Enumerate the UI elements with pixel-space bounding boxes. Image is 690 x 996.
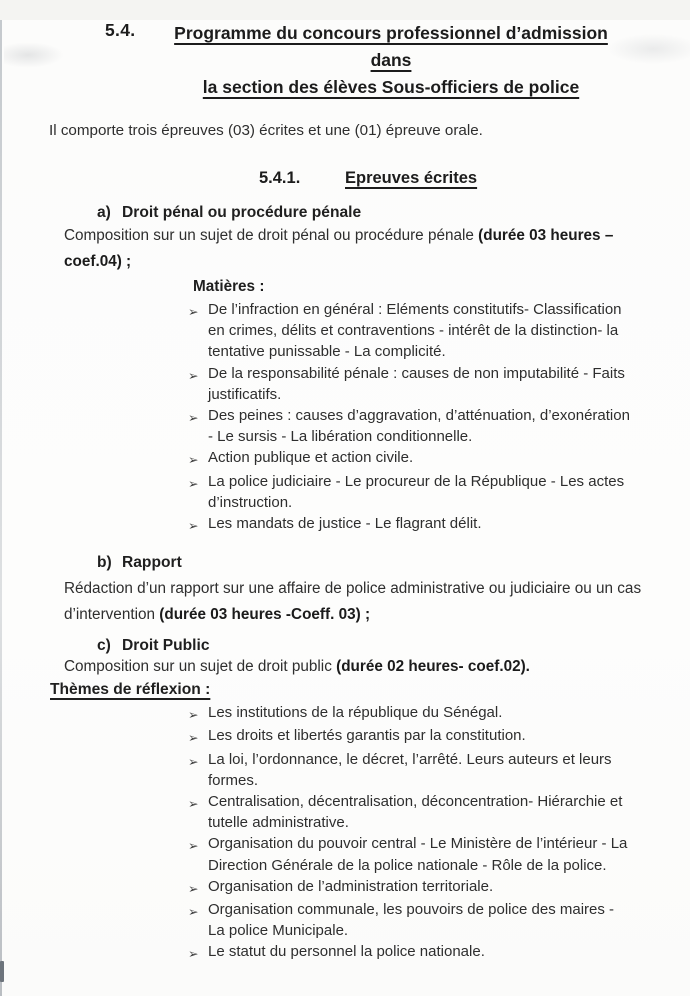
section-a-label: a) [97, 204, 111, 221]
section-b-body-bold: (durée 03 heures -Coeff. 03) ; [159, 606, 371, 624]
section-c-heading-text: Droit Public [122, 637, 210, 655]
section-b-label: b) [97, 554, 112, 572]
section-title [105, 20, 690, 101]
arrow-bullet-icon: ➢ [188, 796, 199, 812]
list-item [188, 299, 690, 363]
arrow-bullet-icon: ➢ [188, 730, 199, 746]
arrow-bullet-icon: ➢ [188, 946, 199, 962]
list-item [188, 513, 690, 536]
list-item-text: Le statut du personnel la police nationale. [208, 943, 485, 961]
list-item [188, 833, 690, 875]
arrow-bullet-icon: ➢ [188, 518, 199, 534]
list-item-text: La loi, l’ordonnance, le décret, l’arrêté. Leurs auteurs et leurs formes. [208, 750, 612, 789]
arrow-bullet-icon: ➢ [188, 304, 199, 319]
arrow-bullet-icon: ➢ [188, 880, 199, 896]
list-item [188, 471, 690, 513]
section-a-body-bold: (durée 03 heures –coef.04) ; [64, 227, 614, 270]
list-item-text: La police judiciaire - Le procureur de la République - Les actes d’instruction. [208, 472, 625, 511]
section-c-label: c) [97, 637, 111, 655]
list-item [188, 447, 690, 470]
arrow-bullet-icon: ➢ [188, 904, 199, 920]
title-line-1: Programme du concours professionnel d’admission dans [174, 23, 608, 70]
section-a-body-regular: Composition sur un sujet de droit pénal ou procédure pénale [64, 227, 479, 244]
arrow-bullet-icon: ➢ [188, 452, 199, 468]
list-item [188, 405, 690, 447]
intro-paragraph: Il comporte trois épreuves (03) écrites et une (01) épreuve orale. [49, 122, 483, 139]
scan-left-edge-line [0, 20, 2, 996]
list-item-text: Les institutions de la république du Sénégal. [208, 704, 503, 722]
subsection-number: 5.4.1. [259, 169, 301, 187]
list-item-text: De l’infraction en général : Eléments constitutifs- Classification en crimes, délits et contraventions - intérêt de la distinction- la tentative punissable - La complicité. [208, 301, 622, 361]
arrow-bullet-icon: ➢ [188, 410, 199, 426]
list-item-text: Action publique et action civile. [208, 449, 414, 467]
list-item-text: Organisation communale, les pouvoirs de police des maires - La police Municipale. [208, 901, 615, 940]
section-a-body [64, 223, 630, 275]
section-b-heading-text: Rapport [122, 554, 182, 572]
list-item [188, 702, 690, 725]
themes-list [188, 702, 690, 964]
matieres-label: Matières : [193, 278, 265, 295]
arrow-bullet-icon: ➢ [188, 838, 199, 854]
section-b-heading [97, 553, 690, 572]
section-a-heading [97, 203, 690, 222]
matieres-list [188, 299, 690, 536]
list-item-text: Organisation de l’administration territoriale. [208, 877, 494, 895]
list-item [188, 363, 690, 405]
section-c-body-bold: (durée 02 heures- coef.02). [336, 658, 530, 676]
section-title-text [165, 20, 617, 101]
section-c-heading [97, 636, 690, 655]
list-item [188, 899, 690, 941]
section-c-body-regular: Composition sur un sujet de droit public [64, 658, 337, 676]
list-item-text: Des peines : causes d’aggravation, d’atténuation, d’exonération - Le sursis - La libération conditionnelle. [208, 407, 630, 446]
arrow-bullet-icon: ➢ [188, 753, 199, 769]
section-b-body [64, 576, 650, 628]
scan-smudge [608, 34, 690, 64]
list-item-text: De la responsabilité pénale : causes de non imputabilité - Faits justificatifs. [208, 364, 625, 403]
list-item-text: Les droits et libertés garantis par la constitution. [208, 727, 526, 745]
section-b-body-regular: Rédaction d’un rapport sur une affaire de police administrative ou judiciaire ou un cas d’intervention [64, 580, 642, 624]
list-item-text: Centralisation, décentralisation, déconcentration- Hiérarchie et tutelle administrative. [208, 793, 623, 832]
list-item [188, 749, 690, 791]
scan-smudge [4, 42, 64, 68]
scan-artifact-mark [0, 961, 4, 982]
section-c-body [64, 657, 630, 677]
list-item [188, 876, 690, 899]
list-item [188, 791, 690, 833]
section-a-heading-text: Droit pénal ou procédure pénale [122, 204, 362, 221]
list-item [188, 725, 690, 748]
list-item-text: Organisation du pouvoir central - Le Ministère de l’intérieur - La Direction Générale de la police nationale - Rôle de la police. [208, 835, 628, 874]
section-number: 5.4. [105, 20, 136, 40]
scanned-document-page [0, 20, 690, 996]
title-line-2: la section des élèves Sous-officiers de police [202, 77, 580, 97]
list-item [188, 941, 690, 964]
arrow-bullet-icon: ➢ [188, 475, 199, 491]
subsection-title: Epreuves écrites [345, 169, 478, 187]
list-item-text: Les mandats de justice - Le flagrant délit. [208, 515, 482, 533]
arrow-bullet-icon: ➢ [188, 367, 199, 383]
arrow-bullet-icon: ➢ [188, 707, 199, 723]
themes-label: Thèmes de réflexion : [50, 681, 211, 699]
subsection-heading [259, 167, 690, 189]
